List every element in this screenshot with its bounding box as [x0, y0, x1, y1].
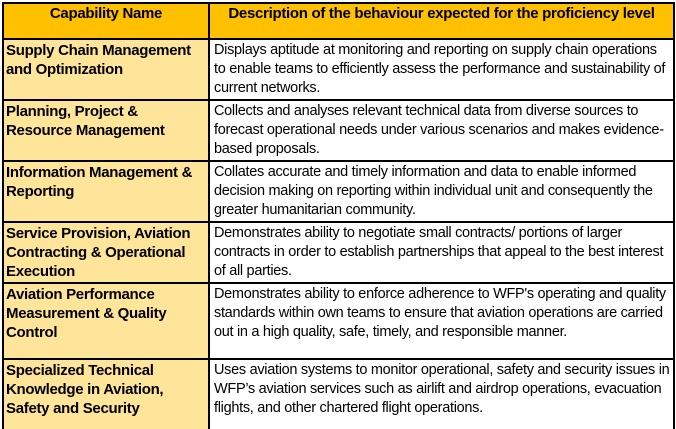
- table-row: [3, 222, 674, 283]
- table-row: [3, 283, 674, 359]
- table-row: [3, 39, 674, 100]
- description-cell: Displays aptitude at monitoring and reporting on supply chain operations to enable teams to efficiently assess the performance and sustainability of current networks.: [209, 39, 674, 100]
- capability-cell: Specialized Technical Knowledge in Aviation, Safety and Security: [3, 359, 209, 429]
- capability-cell: Supply Chain Management and Optimization: [3, 39, 209, 100]
- capability-cell: Service Provision, Aviation Contracting & Operational Execution: [3, 222, 209, 283]
- table-row: [3, 359, 674, 429]
- capability-cell: Planning, Project & Resource Management: [3, 100, 209, 161]
- table-header-row: [3, 3, 674, 39]
- description-cell: Demonstrates ability to negotiate small contracts/ portions of larger contracts in order to establish partnerships that appeal to the best interest of all parties.: [209, 222, 674, 283]
- capability-cell: Information Management & Reporting: [3, 161, 209, 222]
- capability-proficiency-table: [2, 2, 675, 429]
- header-capability-name: Capability Name: [3, 3, 209, 39]
- table-row: [3, 161, 674, 222]
- table-row: [3, 100, 674, 161]
- description-cell: Collects and analyses relevant technical data from diverse sources to forecast operational needs under various scenarios and makes evidence-based proposals.: [209, 100, 674, 161]
- description-cell: Collates accurate and timely information and data to enable informed decision making on reporting within individual unit and consequently the greater humanitarian community.: [209, 161, 674, 222]
- description-cell: Demonstrates ability to enforce adherence to WFP's operating and quality standards within own teams to ensure that aviation operations are carried out in a high quality, safe, timely, and responsible manner.: [209, 283, 674, 359]
- capability-cell: Aviation Performance Measurement & Quality Control: [3, 283, 209, 359]
- description-cell: Uses aviation systems to monitor operational, safety and security issues in WFP’s aviation services such as airlift and airdrop operations, evacuation flights, and other chartered flight operations.: [209, 359, 674, 429]
- header-description: Description of the behaviour expected for the proficiency level: [209, 3, 674, 39]
